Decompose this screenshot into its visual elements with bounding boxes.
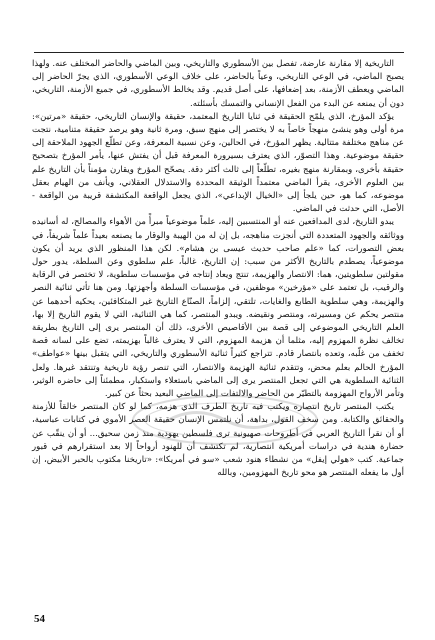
paragraph: يبدو التاريخ، لدى المدافعين عنه أو المنتسبين إليه، علماً موضوعياً مبرأً من الأهواء والمصالح، له أسانيده ووثائقه والجهود المتعددة التي أنجزت مناهجه، بل إن له من الهيبة والوقار ما يصنعه بعيداً علماً شريفاً، في بعض التصورات، كما «علم صاحب حديث عيسى بن هشام». لكن هذا المنظور الذي يريد أن يكون موضوعياً، يصطدم بالتاريخ الأكثر من سبب: إن التاريخ، غالباً، علم سلطوي وعن السلطة، يدور حول مقولتين سلطويتين، هما: الانتصار والهزيمة، تنتج ويعاد إنتاجه في مؤسسات سلطوية، لا تختصر في الرقابة والرقيب، بل تعتمد على «مؤرخين» موظفين، في مؤسسات السلطة وأجهزتها. ومن هنا تأتي ثنائية النصر والهزيمة، وهي سلطوية الطابع والغايات، تلتقي، إلزاماً، الصنّاع التاريخ غير المتكافئين، يحكيه أحدهما عن منتصر يحكم عن ومسيرته، ومنتصر ونقيضه. ويبدو المنتصر، كما هي الثنائية، التي لا يقوم التاريخ إلا بها، العلم التاريخي الموضوعي إلى قصة بين الأقاصيص الأخرى، ذلك أن المنتصر يرى إلى التاريخ بطريقة تخالف نظرة المهزوم إليه، مثلما أن هزيمة المهزوم، التي لا يعترف غالباً بهزيمته، تضع على لسانه قصة تخفف من غلّبه، وتعده بانتصار قادم. تتراجع كثيراً ثنائية الأسطوري والتاريخي، التي يتقبل بينها «عواطف» المؤرخ الحالم بعلم محض، وتتقدم ثنائية الهزيمة والانتصار، التي تنصر رؤية تاريخية وتنتقد غيرها. ولعل الثنائية السلطوية هي التي تجعل المنتصر يرى إلى الماضي باستعلاء واستكبار، مطمئناً إلى حاضره الوثير، وتأمر الأرواح المهزومة بالتطيّر من الحاضر والالتفات إلى الماضي البعيد بحثاً عن كبير.: [32, 217, 404, 400]
paragraph: يكتب المنتصر تاريخ انتصاره ويكتب فيه تاريخ الطرف الذي هزمه، كما لو كان المنتصر خالقاً للأزمنة والحقائق والكتابة. ومن سخف القول، بداهة، أن نلتمس الإنسان حقيقة العصر الأموي في كتابات عباسية، أو أن نقرأ التاريخ العربي في أطروحات صهيونية ترى فلسطين يهودية منذ زمن سحيق... أو أن ينقّب عن حضارة هندية في دراسات أمريكية انتصارية، لم تكتشف أن للهنود أرواحاً إلا بعد استقرارهم في قبور جماعية. كتب «هولي إيفل» من نشطاء هنود شعب «سو في أمريكا»: «تاريخنا مكتوب بالحبر الأبيض، إن أول ما يفعله المنتصر هو محو تاريخ المهزومين، وبالله: [32, 402, 404, 479]
paragraph: يؤكد المؤرخ، الذي يلمّح الحقيقة في ثنايا التاريخ المعتمد، حقيقة والإنسان التاريخي، حقيقة «مرتين»: مرة أولى وهو ينشئ منهجاً خاصاً به لا يختصر إلى منهج سبق، ومرة ثانية وهو يرصد حقيقة متنامية، نتجت عن مناهج مختلفة متتالية. يظهر المؤرخ، في الحالين، وعن نسبية المعرفة، وعن تطلّع الجهود الملاحقة إلى حقيقة موضوعية. وهذا التصوّر، الذي يعترف بسيرورة المعرفة قبل أن يفتش عنها، يأمر المؤرخ بتصحيح حقيقة بأخرى، وبمقارنة منهج بغيره، تطلّعاً إلى ثالث أكثر دقة. يصحّح المؤرخ ويقارن مؤمناً بأن التاريخ علم بين العلوم الأخرى، يقرأ الماضي معتمداً الوثيقة المحددة والاستدلال العقلاني، ويأنف من الهيام بعقل موضوعه، كما هو، حين يلجأ إلى «الخيال الإبداعي»، الذي يجعل الواقعة المكتشفة قريبة من الواقعة - الأصل، التي حدثت في الماضي.: [32, 111, 404, 215]
page-number: 54: [34, 613, 45, 625]
header-rule: [34, 52, 404, 53]
body-text: [32, 58, 404, 481]
paragraph: التاريخية إلا مقارنة عارضة، تفصل بين الأسطوري والتاريخي، وبين الماضي والحاضر المختلف عنه. ولهذا يصبح الماضي، في الوعي التاريخي، وعياً بالحاضر، على خلاف الوعي الأسطوري، الذي يجرّ الحاضر إلى الماضي ويعطف الأزمنة، بعد إضعافها، على أصل قديم. وقد يخالط الأسطوري، في جميع الأزمنة، التاريخي، دون أن يمنعه عن البدء من الفعل الإنساني والتمسك بأسئلته.: [32, 59, 404, 109]
